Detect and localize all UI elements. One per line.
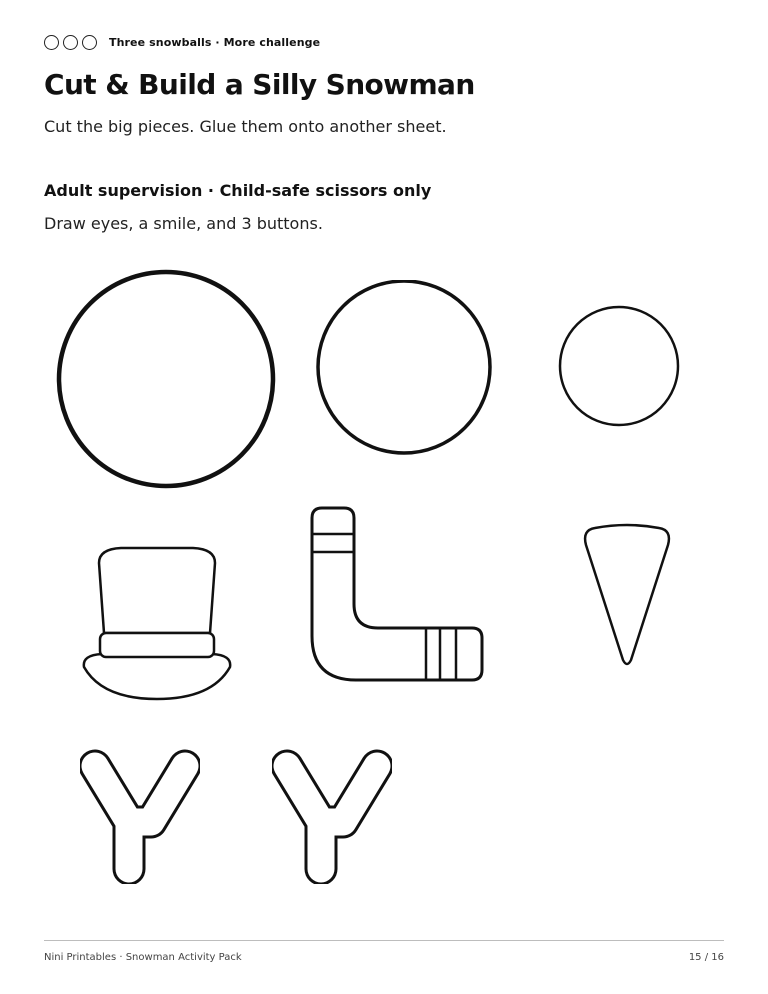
large-snowball-outline <box>48 264 284 494</box>
footer-divider <box>44 940 724 941</box>
medium-snowball-outline <box>314 280 494 456</box>
page-title: Cut & Build a Silly Snowman <box>44 68 475 101</box>
safety-note: Adult supervision · Child-safe scissors only <box>44 181 432 200</box>
page-subtitle: Cut the big pieces. Glue them onto another sheet. <box>44 117 447 136</box>
instruction-text: Draw eyes, a smile, and 3 buttons. <box>44 214 323 233</box>
carrot-nose-outline <box>580 520 674 670</box>
large-snowball-piece <box>48 264 284 494</box>
stick-arm-outline <box>272 744 392 884</box>
footer-source: Nini Printables · Snowman Activity Pack <box>44 952 242 963</box>
small-snowball-piece <box>554 304 684 430</box>
scarf-piece <box>308 504 488 686</box>
difficulty-indicator <box>44 32 320 52</box>
carrot-nose-piece <box>580 520 674 670</box>
top-hat-piece <box>66 541 248 711</box>
medium-snowball-piece <box>314 280 494 456</box>
scarf-outline <box>308 504 488 686</box>
snowball-rating-icon <box>44 35 59 50</box>
stick-arm-left-piece <box>80 744 200 884</box>
snowball-rating-icon <box>82 35 97 50</box>
snowball-rating-icon <box>63 35 78 50</box>
stick-arm-right-piece <box>272 744 392 884</box>
page-number: 15 / 16 <box>688 952 724 963</box>
difficulty-label: Three snowballs · More challenge <box>109 35 321 49</box>
small-snowball-outline <box>554 304 684 430</box>
stick-arm-outline <box>80 744 200 884</box>
top-hat-outline <box>66 541 248 711</box>
